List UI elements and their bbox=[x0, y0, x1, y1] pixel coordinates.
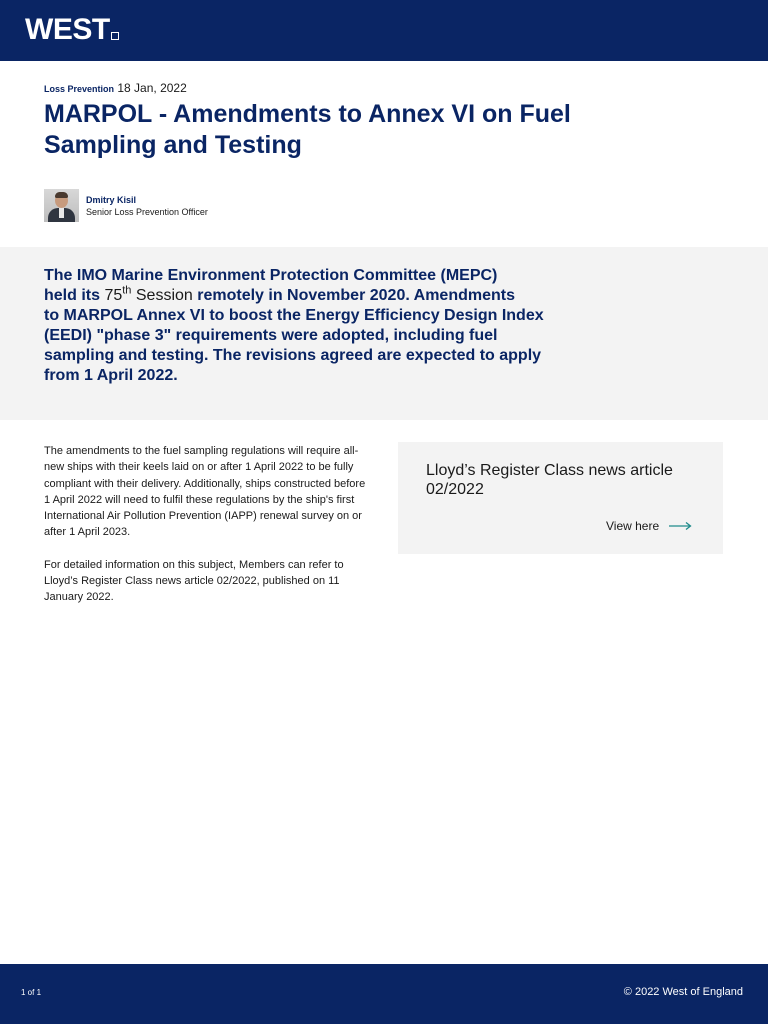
intro-rest: to MARPOL Annex VI to boost the Energy Efficiency Design Index (EEDI) "phase 3" requirements were adopted, including fuel sampling and testing. The revisions agreed are expected to apply from 1 April 2022. bbox=[44, 307, 544, 384]
intro-line-2b: remotely in November 2020. Amendments bbox=[197, 287, 515, 304]
intro-session-word: Session bbox=[131, 287, 198, 304]
view-here-link[interactable] bbox=[606, 519, 693, 533]
author-info bbox=[86, 189, 208, 218]
article-date: 18 Jan, 2022 bbox=[117, 81, 187, 95]
logo-text: WEST bbox=[25, 13, 110, 46]
view-here-label: View here bbox=[606, 519, 660, 533]
site-header bbox=[0, 0, 768, 61]
article-body bbox=[44, 443, 374, 622]
logo-square-icon bbox=[111, 32, 119, 40]
page-number: 1 of 1 bbox=[21, 988, 42, 997]
body-paragraph-2: For detailed information on this subject, Members can refer to Lloyd’s Register Class news article 02/2022, published on 11 January 2022. bbox=[44, 558, 344, 604]
title-line-1: MARPOL - Amendments to Annex VI on Fuel bbox=[44, 100, 571, 128]
page-title bbox=[44, 99, 644, 161]
intro-text bbox=[44, 266, 559, 386]
copyright: © 2022 West of England bbox=[623, 986, 743, 998]
author-name: Dmitry Kisil bbox=[86, 195, 137, 205]
intro-session-suffix: th bbox=[122, 284, 132, 297]
intro-session-number: 75 bbox=[104, 287, 123, 304]
avatar bbox=[44, 189, 79, 222]
article-meta bbox=[44, 81, 187, 95]
intro-line-2a: held its bbox=[44, 287, 105, 304]
author-role: Senior Loss Prevention Officer bbox=[86, 207, 208, 217]
intro-panel bbox=[0, 247, 768, 420]
card-title: Lloyd’s Register Class news article 02/2022 bbox=[426, 462, 673, 498]
related-article-card bbox=[398, 442, 723, 554]
article-category[interactable]: Loss Prevention bbox=[44, 84, 115, 94]
title-line-2: Sampling and Testing bbox=[44, 131, 302, 159]
body-paragraph-1: The amendments to the fuel sampling regulations will require all-new ships with their keels laid on or after 1 April 2022 to be fully compliant with their delivery. Additionally, ships constructed before 1 April 2022 will need to fulfil these regulations by the ship's first International Air Pollution Prevention (IAPP) renewal survey on or after 1 April 2023. bbox=[44, 445, 366, 539]
west-logo[interactable] bbox=[25, 14, 119, 46]
author-block bbox=[44, 189, 208, 222]
intro-line-1: The IMO Marine Environment Protection Committee (MEPC) bbox=[44, 267, 498, 284]
site-footer bbox=[0, 964, 768, 1024]
arrow-right-icon bbox=[669, 521, 693, 531]
